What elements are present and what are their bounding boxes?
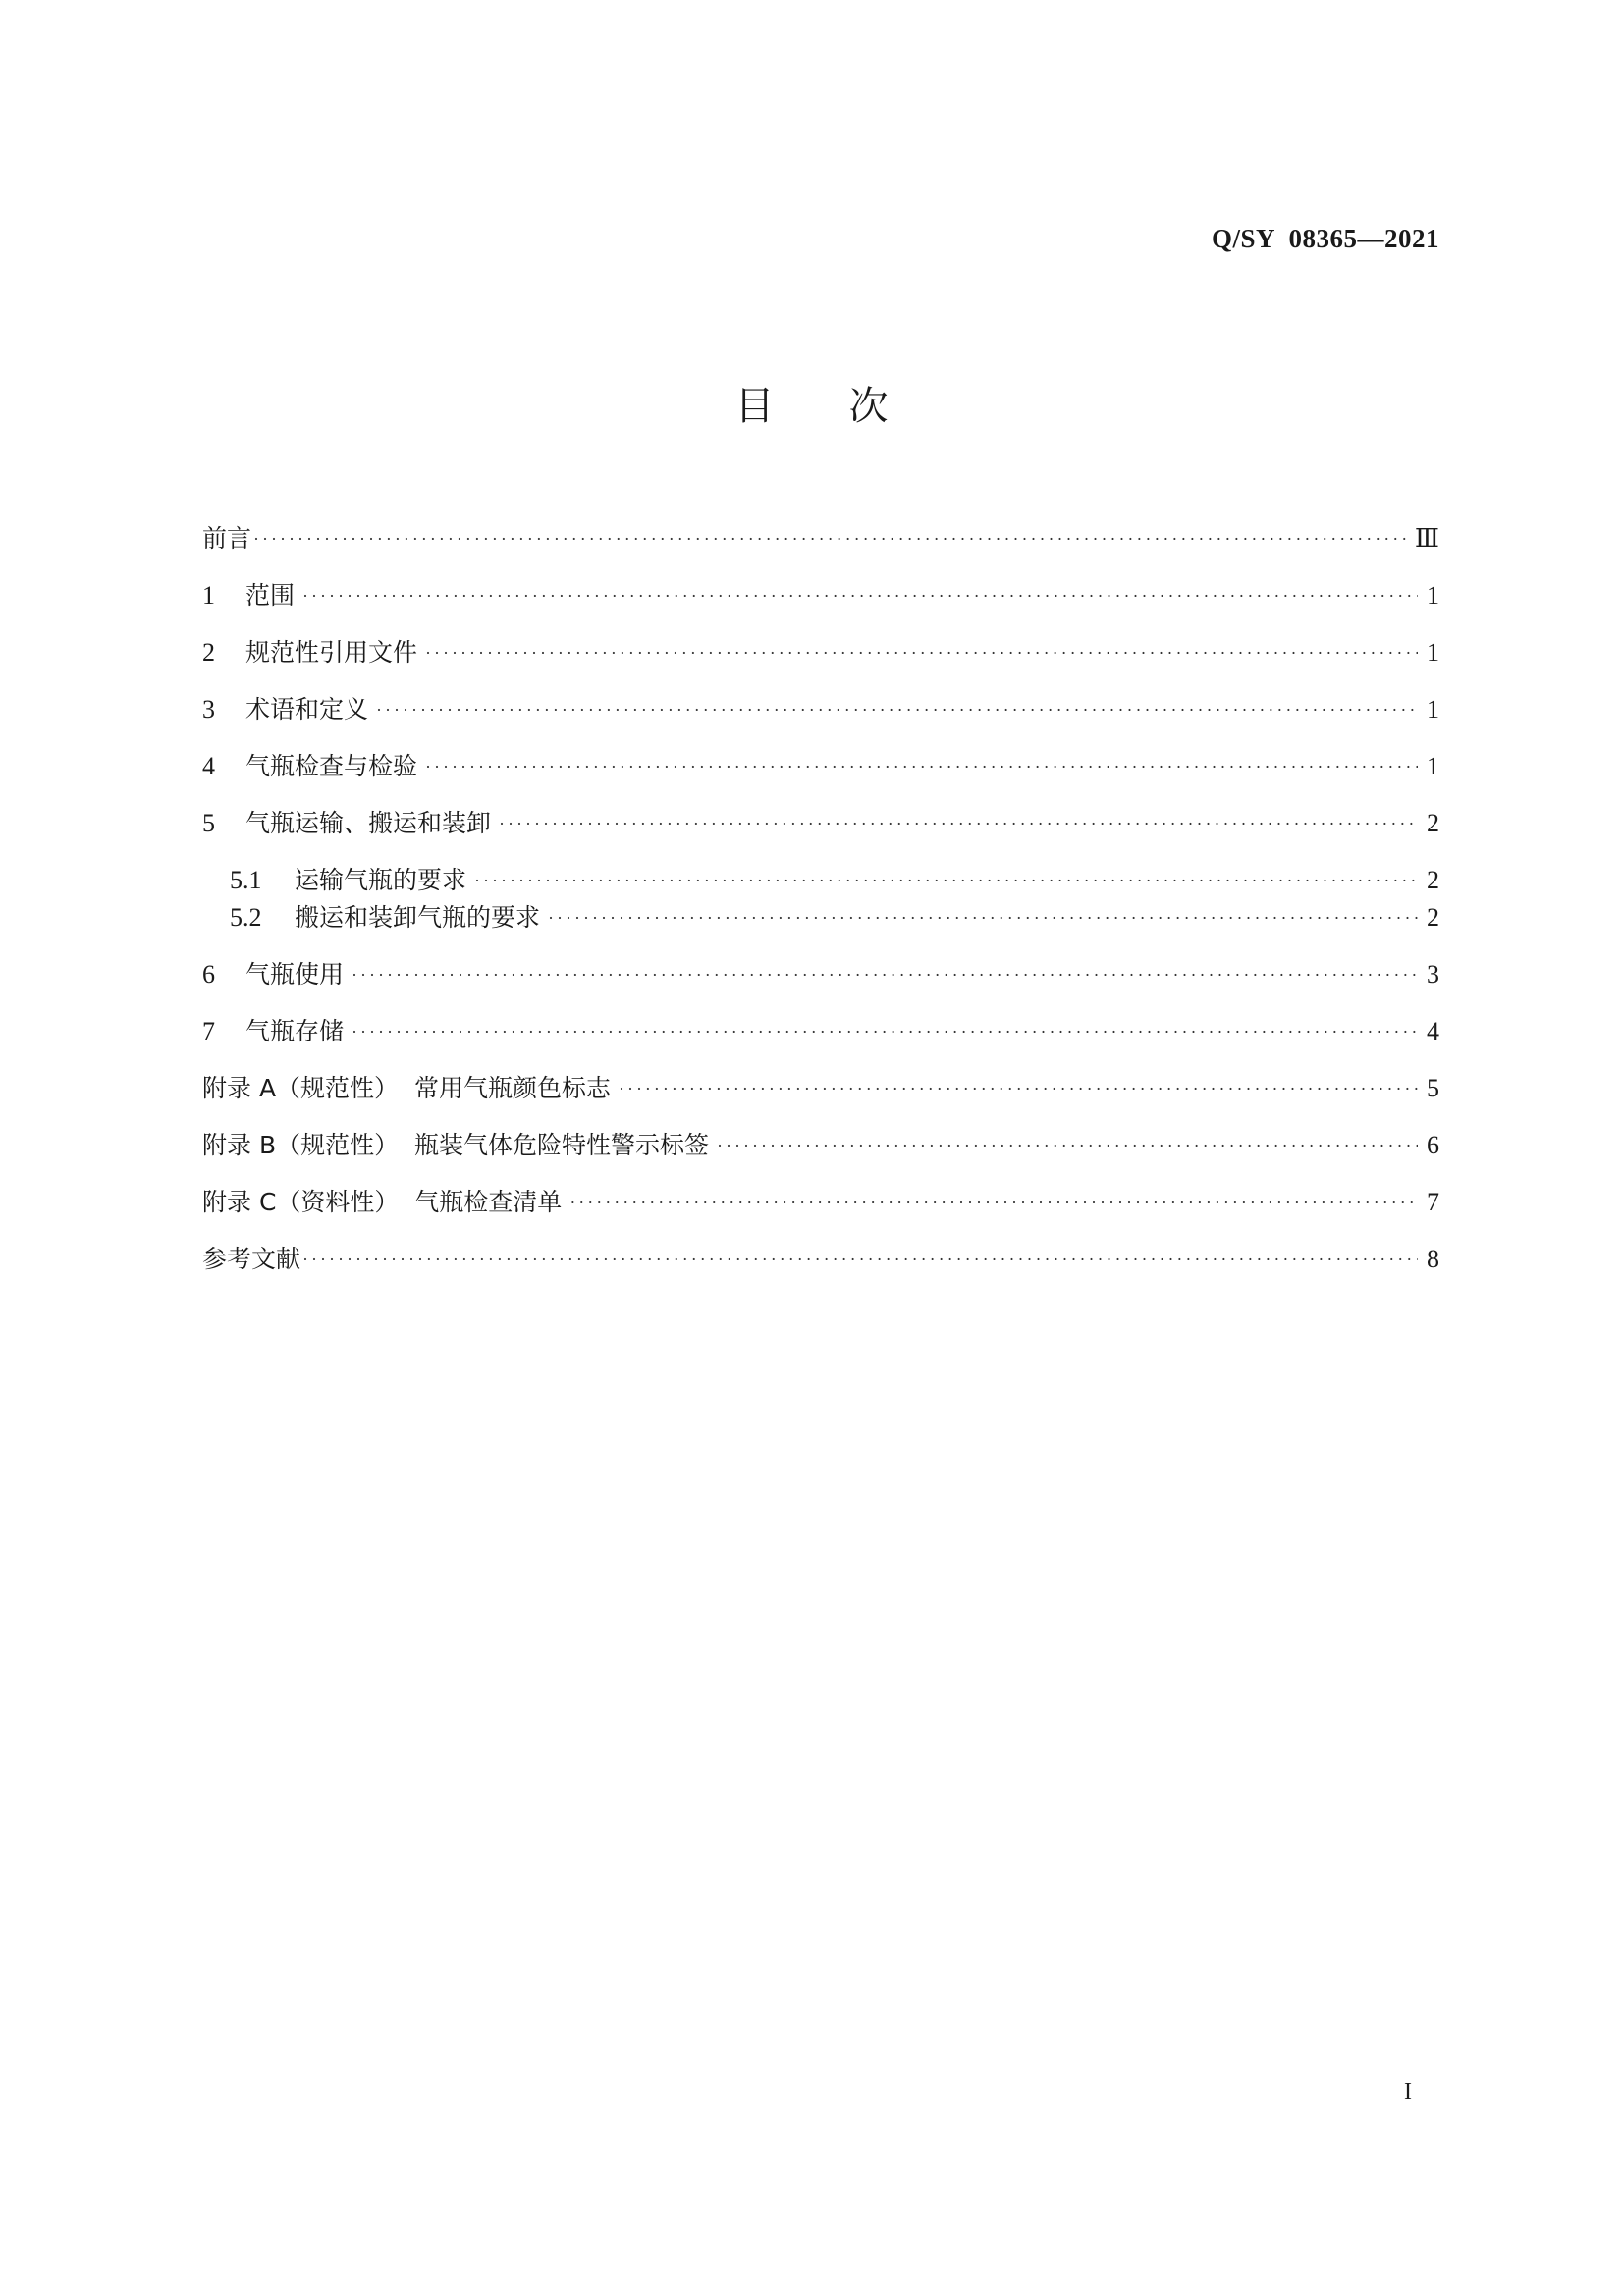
toc-leader-dots <box>499 805 1418 842</box>
toc-entry-number: 6 <box>202 960 215 988</box>
toc-entry-label: 附录 A（规范性） 常用气瓶颜色标志 <box>202 1074 611 1102</box>
toc-entry-transport-requirements[interactable] <box>202 862 1439 899</box>
toc-entry-number: 5.1 <box>230 866 262 894</box>
toc-entry-appendix-a[interactable] <box>202 1070 1439 1107</box>
toc-entry-label: 气瓶检查与检验 <box>245 752 418 780</box>
toc-leader-dots <box>474 862 1418 899</box>
toc-leader-dots <box>717 1127 1418 1164</box>
toc-entry-label: 附录 C（资料性） 气瓶检查清单 <box>202 1188 563 1216</box>
toc-entry-page: 4 <box>1427 1017 1439 1045</box>
toc-entry-label: 气瓶使用 <box>245 960 345 988</box>
toc-entry-label: 前言 <box>202 524 252 553</box>
page-number: I <box>1404 2079 1412 2105</box>
toc-entry-page: 6 <box>1427 1131 1439 1159</box>
toc-entry-page: 1 <box>1427 695 1439 723</box>
toc-entry-page: 5 <box>1427 1074 1439 1102</box>
toc-leader-dots <box>352 956 1418 993</box>
toc-leader-dots <box>302 577 1418 614</box>
toc-leader-dots <box>548 899 1418 936</box>
toc-entry-bibliography[interactable] <box>202 1241 1439 1278</box>
toc-entry-scope[interactable] <box>202 577 1439 614</box>
toc-entry-storage[interactable] <box>202 1013 1439 1050</box>
toc-entry-page: Ⅲ <box>1414 524 1439 553</box>
toc-leader-dots <box>425 748 1418 785</box>
toc-entry-usage[interactable] <box>202 956 1439 993</box>
table-of-contents <box>202 520 1439 1278</box>
toc-entry-label: 气瓶存储 <box>245 1017 345 1045</box>
toc-entry-label: 参考文献 <box>202 1245 301 1273</box>
toc-entry-normative-references[interactable] <box>202 634 1439 671</box>
toc-entry-inspection[interactable] <box>202 748 1439 785</box>
toc-leader-dots <box>302 1241 1418 1278</box>
toc-leader-dots <box>352 1013 1418 1050</box>
toc-entry-label: 运输气瓶的要求 <box>295 866 467 894</box>
toc-entry-number: 1 <box>202 581 215 610</box>
toc-entry-number: 3 <box>202 695 215 723</box>
toc-leader-dots <box>376 691 1418 728</box>
toc-leader-dots <box>425 634 1418 671</box>
toc-entry-label: 气瓶运输、搬运和装卸 <box>245 809 492 837</box>
toc-leader-dots <box>253 520 1407 558</box>
toc-entry-number: 4 <box>202 752 215 780</box>
toc-entry-number: 5 <box>202 809 215 837</box>
toc-entry-page: 2 <box>1427 903 1439 932</box>
toc-entry-label: 附录 B（规范性） 瓶装气体危险特性警示标签 <box>202 1131 709 1159</box>
toc-entry-label: 搬运和装卸气瓶的要求 <box>295 903 541 932</box>
toc-entry-handling-requirements[interactable] <box>202 899 1439 936</box>
toc-entry-transport[interactable] <box>202 805 1439 842</box>
toc-entry-terms-definitions[interactable] <box>202 691 1439 728</box>
toc-entry-number: 5.2 <box>230 903 262 932</box>
toc-entry-foreword[interactable] <box>202 520 1439 558</box>
toc-entry-label: 规范性引用文件 <box>245 638 418 667</box>
toc-entry-number: 7 <box>202 1017 215 1045</box>
toc-entry-appendix-b[interactable] <box>202 1127 1439 1164</box>
toc-entry-label: 范围 <box>245 581 296 610</box>
toc-entry-page: 2 <box>1427 866 1439 894</box>
toc-entry-page: 8 <box>1427 1245 1439 1273</box>
toc-leader-dots <box>569 1184 1418 1221</box>
toc-title: 目次 <box>734 384 963 429</box>
toc-entry-number: 2 <box>202 638 215 667</box>
toc-entry-label: 术语和定义 <box>245 695 369 723</box>
standard-code: Q/SY 08365—2021 <box>1211 224 1439 253</box>
toc-entry-page: 3 <box>1427 960 1439 988</box>
toc-entry-page: 7 <box>1427 1188 1439 1216</box>
toc-entry-appendix-c[interactable] <box>202 1184 1439 1221</box>
toc-entry-page: 2 <box>1427 809 1439 837</box>
toc-entry-page: 1 <box>1427 581 1439 610</box>
toc-entry-page: 1 <box>1427 638 1439 667</box>
toc-leader-dots <box>619 1070 1418 1107</box>
toc-entry-page: 1 <box>1427 752 1439 780</box>
